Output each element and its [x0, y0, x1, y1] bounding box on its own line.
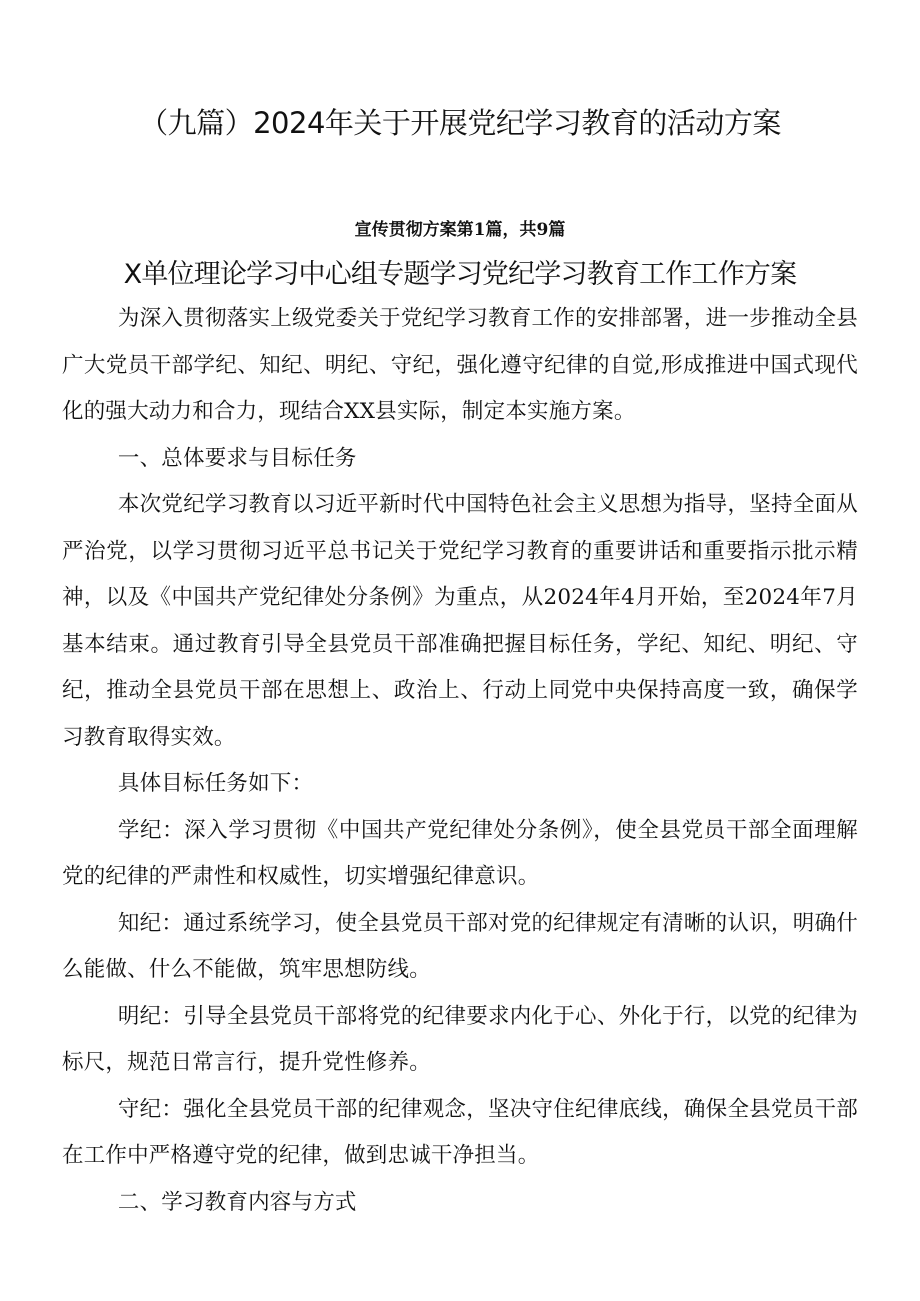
paragraph-learn-discipline: 学纪：深入学习贯彻《中国共产党纪律处分条例》，使全县党员干部全面理解党的纪律的严肃性和权威性，切实增强纪律意识。: [62, 817, 858, 889]
document-subtitle: 宣传贯彻方案第1篇，共9篇: [354, 220, 566, 240]
paragraph-understand-discipline: 明纪：引导全县党员干部将党的纪律要求内化于心、外化于行，以党的纪律为标尺，规范日常言行，提升党性修养。: [62, 1003, 858, 1075]
paragraph-know-discipline: 知纪：通过系统学习，使全县党员干部对党的纪律规定有清晰的认识，明确什么能做、什么不能做，筑牢思想防线。: [62, 910, 858, 982]
document-body: [62, 296, 858, 1226]
paragraph-overall-requirements: 本次党纪学习教育以习近平新时代中国特色社会主义思想为指导，坚持全面从严治党，以学习贯彻习近平总书记关于党纪学习教育的重要讲话和重要指示批示精神，以及《中国共产党纪律处分条例》为重点，从2024年4月开始，至2024年7月基本结束。通过教育引导全县党员干部准确把握目标任务，学纪、知纪、明纪、守纪，推动全县党员干部在思想上、政治上、行动上同党中央保持高度一致，确保学习教育取得实效。: [62, 492, 858, 750]
section-heading-1: 一、总体要求与目标任务: [117, 445, 357, 471]
paragraph-keep-discipline: 守纪：强化全县党员干部的纪律观念，坚决守住纪律底线，确保全县党员干部在工作中严格遵守党的纪律，做到忠诚干净担当。: [62, 1096, 858, 1168]
section-heading-2: 二、学习教育内容与方式: [117, 1189, 357, 1215]
section-heading: X单位理论学习中心组专题学习党纪学习教育工作工作方案: [123, 259, 797, 290]
paragraph-intro: 为深入贯彻落实上级党委关于党纪学习教育工作的安排部署，进一步推动全县广大党员干部学纪、知纪、明纪、守纪，强化遵守纪律的自觉,形成推进中国式现代化的强大动力和合力，现结合XX县实际，制定本实施方案。: [62, 306, 858, 424]
document-title: （九篇）2024年关于开展党纪学习教育的活动方案: [139, 106, 781, 140]
paragraph-goals-intro: 具体目标任务如下：: [117, 771, 314, 796]
